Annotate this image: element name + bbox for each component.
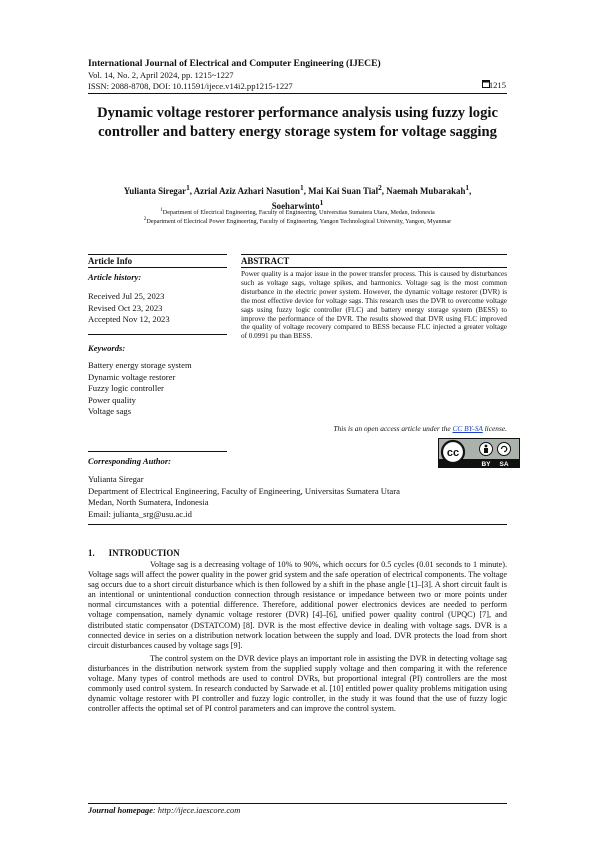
keywords-list (88, 360, 192, 418)
corresponding-author-label: Corresponding Author: (88, 456, 172, 466)
volume-line: Vol. 14, No. 2, April 2024, pp. 1215~1227 (88, 70, 234, 80)
affiliation-1: $^1$Department of Electrical Engineering, Faculty of Engineering, Universitas Sumatera Utara, Medan, Indonesia (160, 207, 435, 217)
abstract-rule (241, 267, 507, 268)
author: Mai Kai Suan Tial$^2$ (308, 183, 382, 196)
article-info-top-rule (88, 254, 227, 255)
author: Azrial Aziz Azhari Nasution$^1$ (193, 183, 304, 196)
badge-cc-text: cc (446, 447, 460, 459)
history-accepted: Accepted Nov 12, 2023 (88, 314, 170, 324)
journal-homepage (88, 806, 240, 815)
issn-line: ISSN: 2088-8708, DOI: 10.11591/ijece.v14i2.pp1215-1227 (88, 81, 293, 91)
corresponding-email[interactable]: Email: julianta_srg@usu.ac.id (88, 508, 192, 519)
history-received: Received Jul 25, 2023 (88, 291, 165, 301)
author: Yulianta Siregar$^1$ (123, 183, 190, 196)
corresponding-department: Department of Electrical Engineering, Faculty of Engineering, Universitas Sumatera Utara (88, 485, 400, 496)
author: Soeharwinto$^1$ (271, 197, 324, 211)
paper-title: Dynamic voltage restorer performance analysis using fuzzy logic controller and battery energy storage system for voltage sagging (97, 105, 498, 140)
section-heading-introduction: 1. INTRODUCTION (88, 548, 180, 558)
cc-by-sa-badge-icon[interactable] (438, 438, 520, 468)
author: Naemah Mubarakah$^1$ (386, 183, 470, 196)
keyword: Power quality (88, 394, 136, 405)
author-list: Yulianta Siregar$^1$, Azrial Aziz Azhari Nasution$^1$, Mai Kai Suan Tial$^2$, Naemah Mubarakah$^1$, Soeharwinto$^1$ (123, 183, 472, 211)
header-rule (88, 93, 507, 94)
journal-homepage-label: Journal homepage (88, 806, 153, 815)
keyword: Fuzzy logic controller (88, 383, 164, 393)
abstract-heading: ABSTRACT (241, 256, 290, 266)
corresponding-name: Yulianta Siregar (88, 474, 144, 484)
article-info-rule (88, 267, 227, 268)
journal-homepage-link[interactable]: : http://ijece.iaescore.com (152, 806, 241, 815)
abstract-top-rule (241, 254, 507, 255)
introduction-body (88, 560, 507, 714)
badge-by-text: BY (481, 461, 491, 468)
keywords-rule (88, 334, 227, 335)
corresponding-address: Medan, North Sumatera, Indonesia (88, 497, 209, 507)
badge-sa-text: SA (499, 461, 509, 468)
article-history-label: Article history: (88, 272, 142, 282)
keyword: Voltage sags (88, 406, 132, 416)
journal-name: International Journal of Electrical and Computer Engineering (IJECE) (88, 58, 381, 69)
affiliation-2: $^2$Department of Electrical Power Engineering, Faculty of Engineering, Yangon Technological University, Yangon, Myanmar (143, 216, 452, 226)
corresponding-top-rule (88, 451, 227, 452)
corresponding-author-block (88, 474, 507, 520)
keyword: Dynamic voltage restorer (88, 371, 176, 382)
footer-rule (88, 803, 507, 804)
keywords-label: Keywords: (88, 343, 126, 353)
history-revised: Revised Oct 23, 2023 (88, 302, 163, 313)
front-matter-bottom-rule (88, 524, 507, 525)
license-line: This is an open access article under the CC BY-SA license. (333, 424, 507, 433)
page-number: 1215 (488, 80, 506, 90)
cc-by-sa-link[interactable]: CC BY-SA (452, 424, 483, 433)
article-info-heading: Article Info (88, 256, 133, 266)
paragraph: Voltage sag is a decreasing voltage of 10% to 90%, which occurs for 0.5 cycles (0.01 seconds to 1 minute). Voltage sags will affect the power quality in the power grid system and the safe operation of electrical components. The voltage sag occurs due to a short circuit disturbance which is then followed by a shift in the phase angle [1]–[3]. A short circuit fault is an intentional or unintentional conduction connection through resistance or impedance between two or more points under normal circumstances with a potential difference. Therefore, additional power electronics devices are needed to perform voltage compensation, namely dynamic voltage restorer (DVR) [4]–[6], unified power quality control (UPQC) [7], and distributed static compensator (DSTATCOM) [8]. DVR is the most effective device in dealing with voltage sags. DVR is a connected device in series on a distribution network location between the supply and load. DVR protects the load from short circuit disturbances caused by voltage sags [9]. (88, 560, 507, 650)
abstract-text: Power quality is a major issue in the power transfer process. This is caused by disturbances such as voltage sags, voltage spikes, and harmonics. Voltage sag is the most common disturbance in the electric power system. However, the dynamic voltage restorer (DVR) is the most effective device for voltage sags. This research uses the DVR to overcome voltage sags using fuzzy logic controller (FLC) and battery energy storage system (BESS) to improve the performance of the DVR. The results showed that DVR using FLC improved the quality of voltage recovery compared to BESS because FLC injected a greater voltage of 0.0991 pu than BESS. (241, 270, 507, 341)
article-history (88, 291, 170, 326)
keyword: Battery energy storage system (88, 360, 192, 370)
paragraph: The control system on the DVR device plays an important role in assisting the DVR in detecting voltage sag disturbances in the distribution network system from the supplied supply voltage and then comparing it with the reference voltage. Many types of control methods are used to control DVRs, but proportional integral (PI) controllers are the most commonly used control system. In research conducted by Sarwade et al. [10] entitled power quality problems mitigation using dynamic voltage restorer with PI controller and fuzzy logic controller, in the study it was found that the use of fuzzy logic controller affects the optimal set of PI control parameters and can improve the control system. (88, 653, 507, 714)
